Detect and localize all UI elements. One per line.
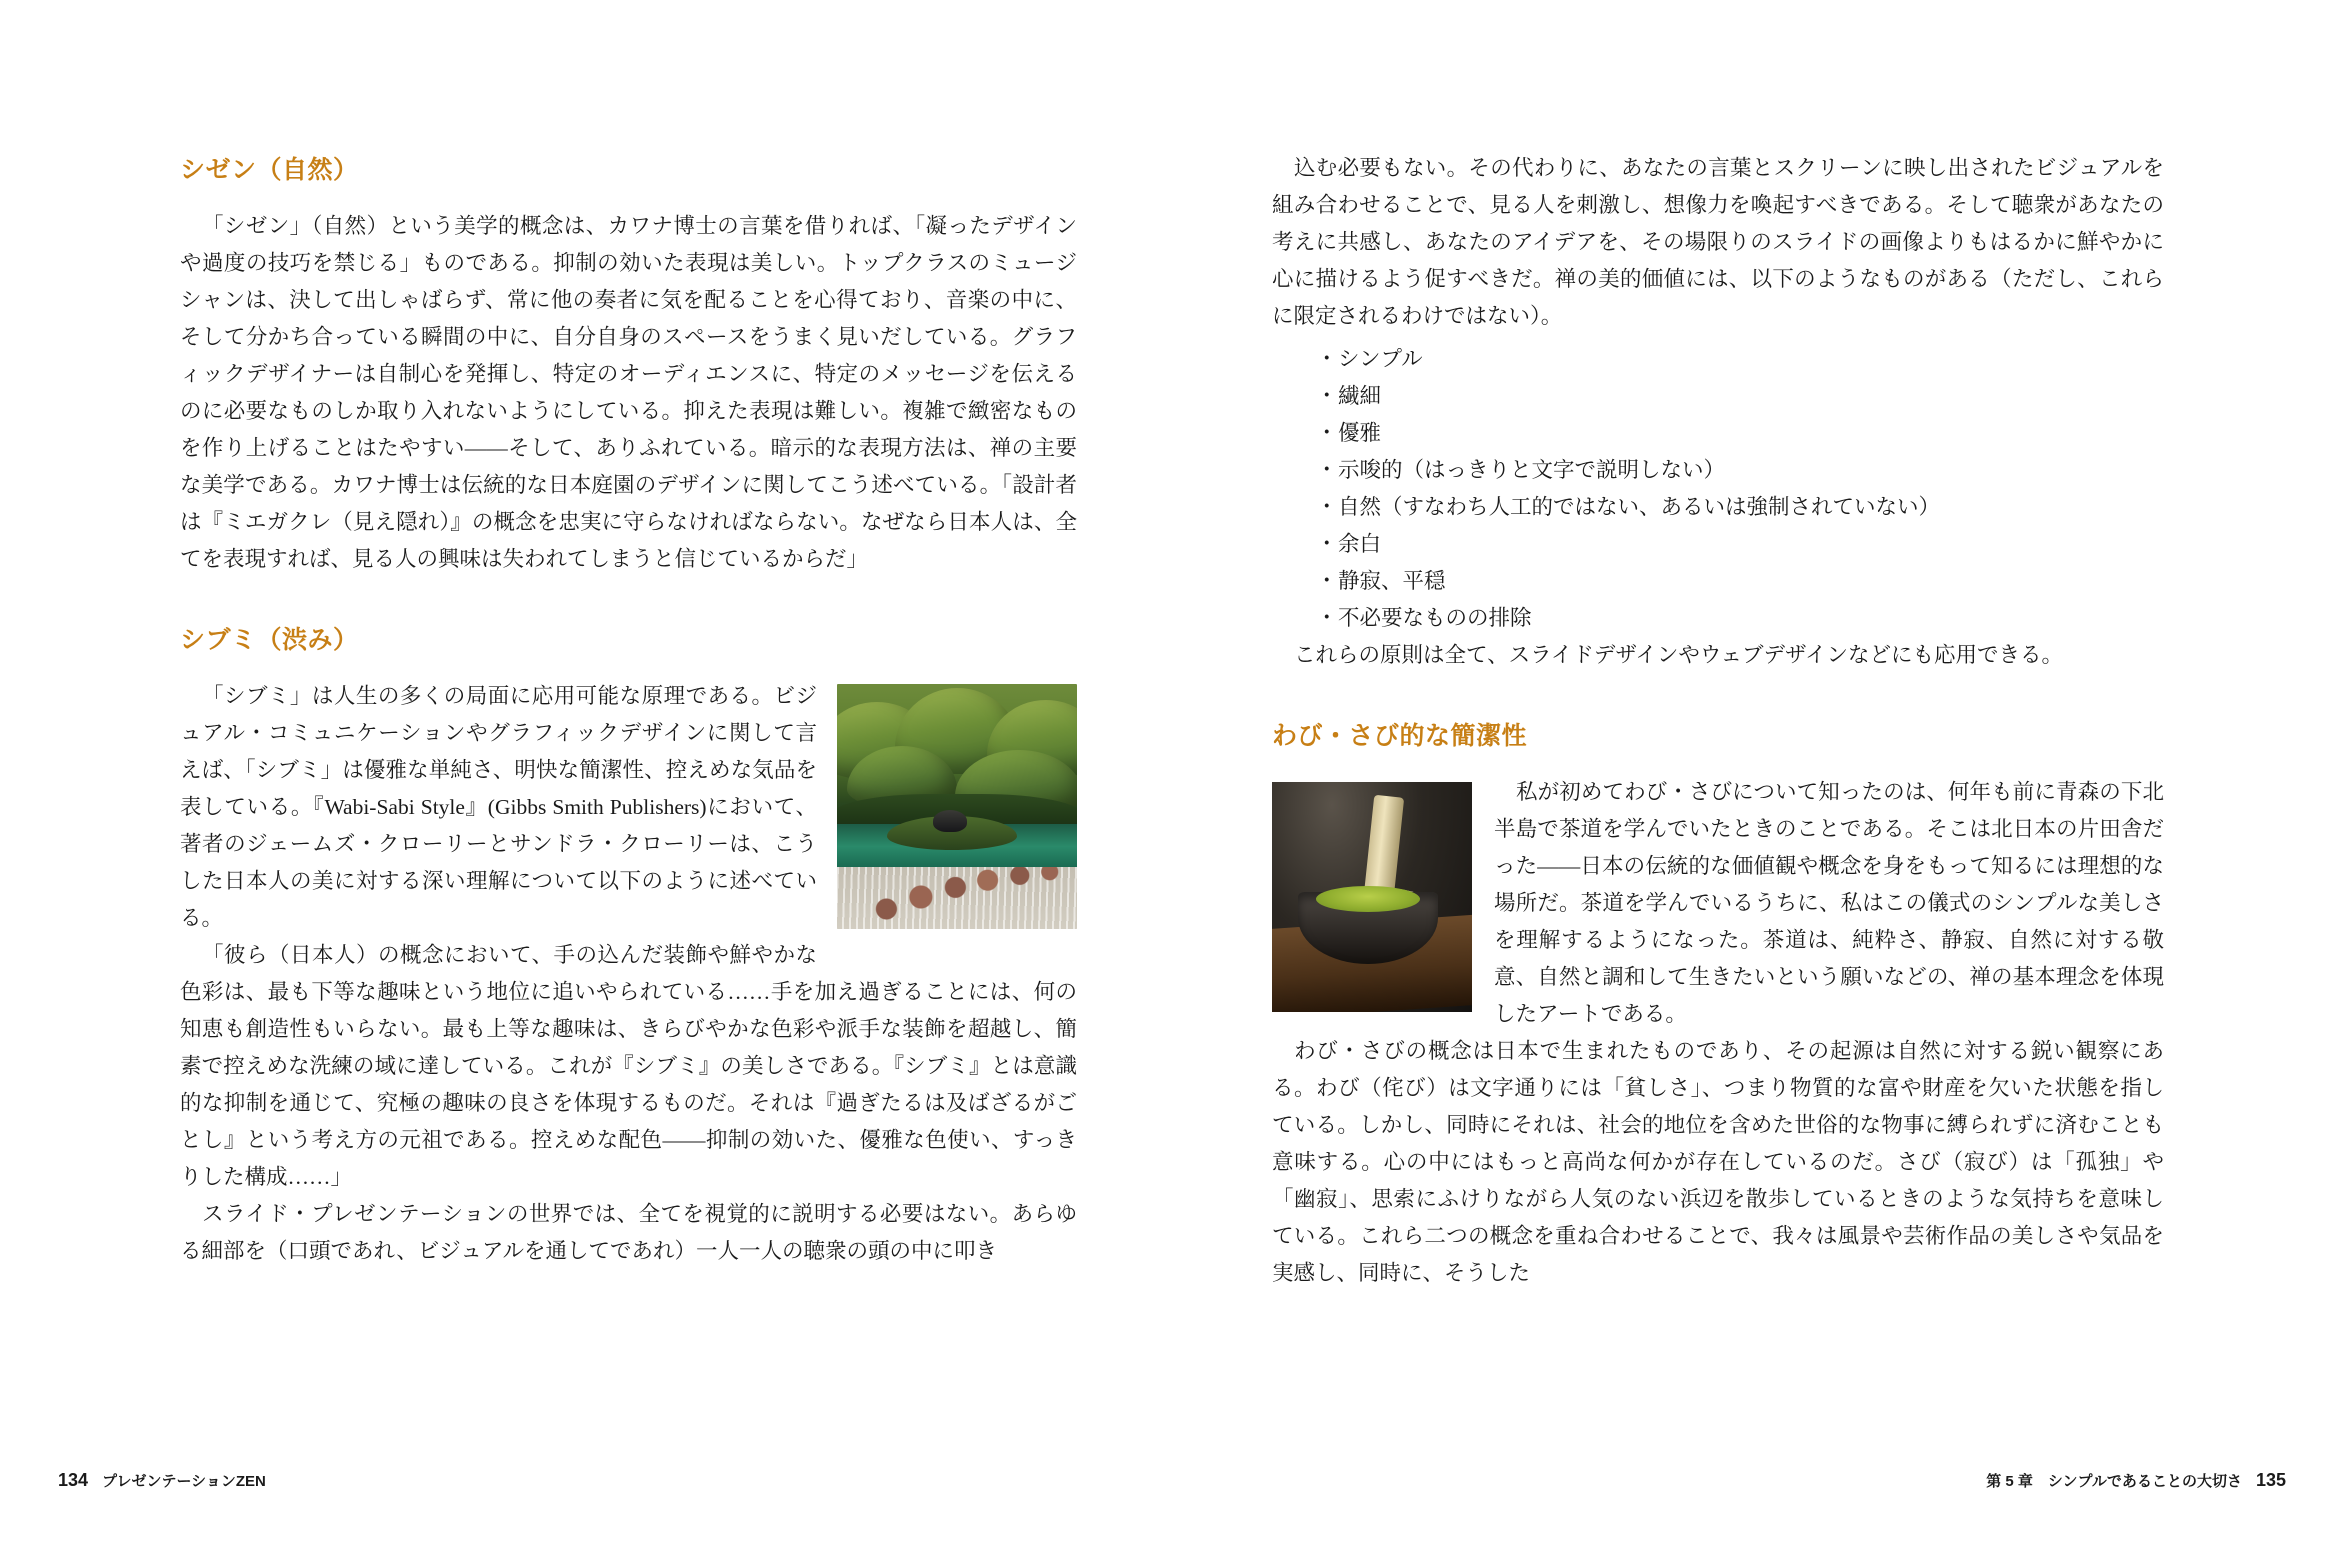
running-head-left: プレゼンテーションZEN [102, 1473, 266, 1490]
paragraph-wabisabi-2: わび・さびの概念は日本で生まれたものであり、その起源は自然に対する鋭い観察にある。わび（侘び）は文字通りには「貧しさ」、つまり物質的な富や財産を欠いた状態を指している。しかし、同時にそれは、社会的地位を含めた世俗的な物事に縛られずに済むことも意味する。心の中にはもっと高尚な何かが存在しているのだ。さび（寂び）は「孤独」や「幽寂」、思索にふけりながら人気のない浜辺を散歩しているときのような気持ちを意味している。これら二つの概念を重ね合わせることで、我々は風景や芸術作品の美しさや気品を実感し、同時に、そうした [1272, 1039, 2164, 1285]
paragraph-shizen-1: 「シゼン」（自然）という美学的概念は、カワナ博士の言葉を借りれば、「凝ったデザインや過度の技巧を禁じる」ものである。抑制の効いた表現は美しい。トップクラスのミュージシャンは、決して出しゃばらず、常に他の奏者に気を配ることを心得ており、音楽の中に、そして分かち合っている瞬間の中に、自分自身のスペースをうまく見いだしている。グラフィックデザイナーは自制心を発揮し、特定のオーディエンスに、特定のメッセージを伝えるのに必要なものしか取り入れないようにしている。抑えた表現は難しい。複雑で緻密なものを作り上げることはたやすい——そして、ありふれている。暗示的な表現方法は、禅の主要な美学である。カワナ博士は伝統的な日本庭園のデザインに関してこう述べている。「設計者は『ミエガクレ（見え隠れ）』の概念を忠実に守らなければならない。なぜなら日本人は、全てを表現すれば、見る人の興味は失われてしまうと信じているからだ」 [180, 214, 1077, 571]
heading-shizen: シゼン（自然） [180, 156, 359, 184]
japanese-garden-photo [837, 684, 1077, 929]
page-number-right: 135 [2255, 1470, 2286, 1490]
list-item: ・ 余白 [1338, 526, 2164, 563]
list-item: ・ 自然（すなわち人工的ではない、あるいは強制されていない） [1338, 489, 2164, 526]
list-item: ・ 不必要なものの排除 [1338, 600, 2164, 637]
garden-rock [933, 810, 967, 832]
wabi-sabi-text-block [1272, 774, 2164, 1292]
paragraph-shibumi-3: スライド・プレゼンテーションの世界では、全てを視覚的に説明する必要はない。あらゆる細部を（口頭であれ、ビジュアルを通してであれ）一人一人の聴衆の頭の中に叩き [180, 1202, 1077, 1263]
heading-shibumi: シブミ（渋み） [180, 626, 359, 654]
paragraph-shibumi-1: 「シブミ」は人生の多くの局面に応用可能な原理である。ビジュアル・コミュニケーションやグラフィックデザインに関して言えば、「シブミ」は優雅な単純さ、明快な簡潔性、控えめな気品を表している。『Wabi-Sabi Style』(Gibbs Smith Publishers)において、著者のジェームズ・クローリーとサンドラ・クローリーは、こうした日本人の美に対する深い理解について以下のように述べている。 [180, 684, 817, 930]
running-head-right: 第 5 章 シンプルであることの大切さ [1986, 1473, 2242, 1490]
list-item: ・ シンプル [1338, 341, 2164, 378]
heading-wabi-sabi: わび・さび的な簡潔性 [1272, 722, 1528, 750]
zen-aesthetic-values-list [1272, 341, 2164, 637]
paragraph-intro-right: 込む必要もない。その代わりに、あなたの言葉とスクリーンに映し出されたビジュアルを組み合わせることで、見る人を刺激し、想像力を喚起すべきである。そして聴衆があなたの考えに共感し、あなたのアイデアを、その場限りのスライドの画像よりもはるかに鮮やかに心に描けるよう促すべきだ。禅の美的価値には、以下のようなものがある（ただし、これらに限定されるわけではない）。 [1272, 156, 2164, 328]
list-item: ・ 繊細 [1338, 378, 2164, 415]
paragraph-shibumi-2: 「彼ら（日本人）の概念において、手の込んだ装飾や鮮やかな色彩は、最も下等な趣味という地位に追いやられている……手を加え過ぎることには、何の知恵も創造性もいらない。最も上等な趣味は、きらびやかな色彩や派手な装飾を超越し、簡素で控えめな洗練の域に達している。これが『シブミ』の美しさである。『シブミ』とは意識的な抑制を通じて、究極の趣味の良さを体現するものだ。それは『過ぎたるは及ばざるがごとし』という考え方の元祖である。控えめな配色——抑制の効いた、優雅な色使い、すっきりした構成……」 [180, 943, 1077, 1189]
paragraph-wabisabi-1: 私が初めてわび・さびについて知ったのは、何年も前に青森の下北半島で茶道を学んでいたときのことである。そこは北日本の片田舎だった——日本の伝統的な価値観や概念を身をもって知るには理想的な場所だ。茶道を学んでいるうちに、私はこの儀式のシンプルな美しさを理解するようになった。茶道は、純粋さ、静寂、自然に対する敬意、自然と調和して生きたいという願いなどの、禅の基本理念を体現したアートである。 [1494, 780, 2164, 1026]
footer-left [58, 1470, 266, 1491]
footer-right [1986, 1470, 2286, 1491]
garden-stone-path [845, 867, 1075, 927]
matcha-powder [1316, 886, 1420, 912]
list-item: ・ 示唆的（はっきりと文字で説明しない） [1338, 452, 2164, 489]
page-number-left: 134 [58, 1470, 89, 1490]
list-item: ・ 静寂、平穏 [1338, 563, 2164, 600]
paragraph-after-list: これらの原則は全て、スライドデザインやウェブデザインなどにも応用できる。 [1294, 643, 2064, 667]
page-right [1172, 0, 2344, 1563]
shibumi-text-block [180, 678, 1077, 1270]
matcha-tea-photo [1272, 782, 1472, 1012]
list-item: ・ 優雅 [1338, 415, 2164, 452]
spread-gutter [1172, 0, 1173, 1563]
